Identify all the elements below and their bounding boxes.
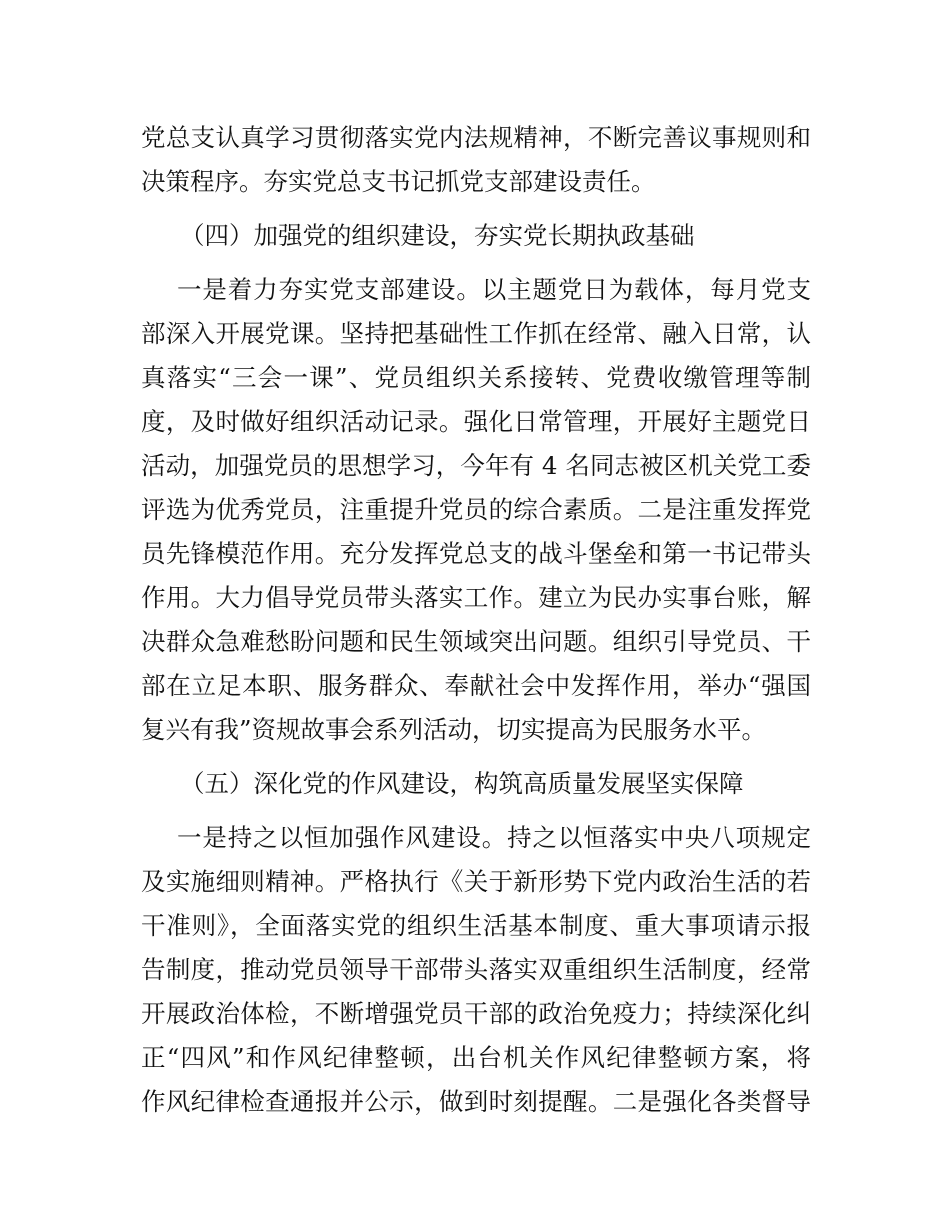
- text-line: 作风纪律检查通报并公示，做到时刻提醒。二是强化各类督导: [141, 1087, 811, 1116]
- text-line: 真落实“三会一课”、党员组织关系接转、党费收缴管理等制: [141, 363, 811, 392]
- text-line: 作用。大力倡导党员带头落实工作。建立为民办实事台账，解: [141, 583, 811, 612]
- text-line: 部深入开展党课。坚持把基础性工作抓在经常、融入日常，认: [141, 319, 811, 348]
- text-line: 干准则》，全面落实党的组织生活基本制度、重大事项请示报: [141, 911, 811, 940]
- text-line: 告制度，推动党员领导干部带头落实双重组织生活制度，经常: [141, 955, 811, 984]
- text-line: 决策程序。夯实党总支书记抓党支部建设责任。: [141, 167, 656, 196]
- text-line: 决群众急难愁盼问题和民生领域突出问题。组织引导党员、干: [141, 627, 811, 656]
- text-line: 部在立足本职、服务群众、奉献社会中发挥作用，举办“强国: [141, 671, 811, 700]
- text-line: 一是着力夯实党支部建设。以主题党日为载体，每月党支: [177, 275, 811, 304]
- text-line: 开展政治体检，不断增强党员干部的政治免疫力；持续深化纠: [141, 999, 811, 1028]
- text-line: 正“四风”和作风纪律整顿，出台机关作风纪律整顿方案，将: [141, 1043, 811, 1072]
- section-heading-5: （五）深化党的作风建设，构筑高质量发展坚实保障: [180, 769, 744, 798]
- text-line: 活动，加强党员的思想学习，今年有 4 名同志被区机关党工委: [141, 451, 811, 480]
- text-line: 员先锋模范作用。充分发挥党总支的战斗堡垒和第一书记带头: [141, 539, 811, 568]
- text-line: 及实施细则精神。严格执行《关于新形势下党内政治生活的若: [141, 867, 811, 896]
- text-line: 复兴有我”资规故事会系列活动，切实提高为民服务水平。: [141, 715, 767, 744]
- text-line: 一是持之以恒加强作风建设。持之以恒落实中央八项规定: [177, 823, 811, 852]
- text-line: 党总支认真学习贯彻落实党内法规精神，不断完善议事规则和: [141, 123, 811, 152]
- text-line: 评选为优秀党员，注重提升党员的综合素质。二是注重发挥党: [141, 495, 811, 524]
- text-line: 度，及时做好组织活动记录。强化日常管理，开展好主题党日: [141, 407, 811, 436]
- section-heading-4: （四）加强党的组织建设，夯实党长期执政基础: [180, 221, 695, 250]
